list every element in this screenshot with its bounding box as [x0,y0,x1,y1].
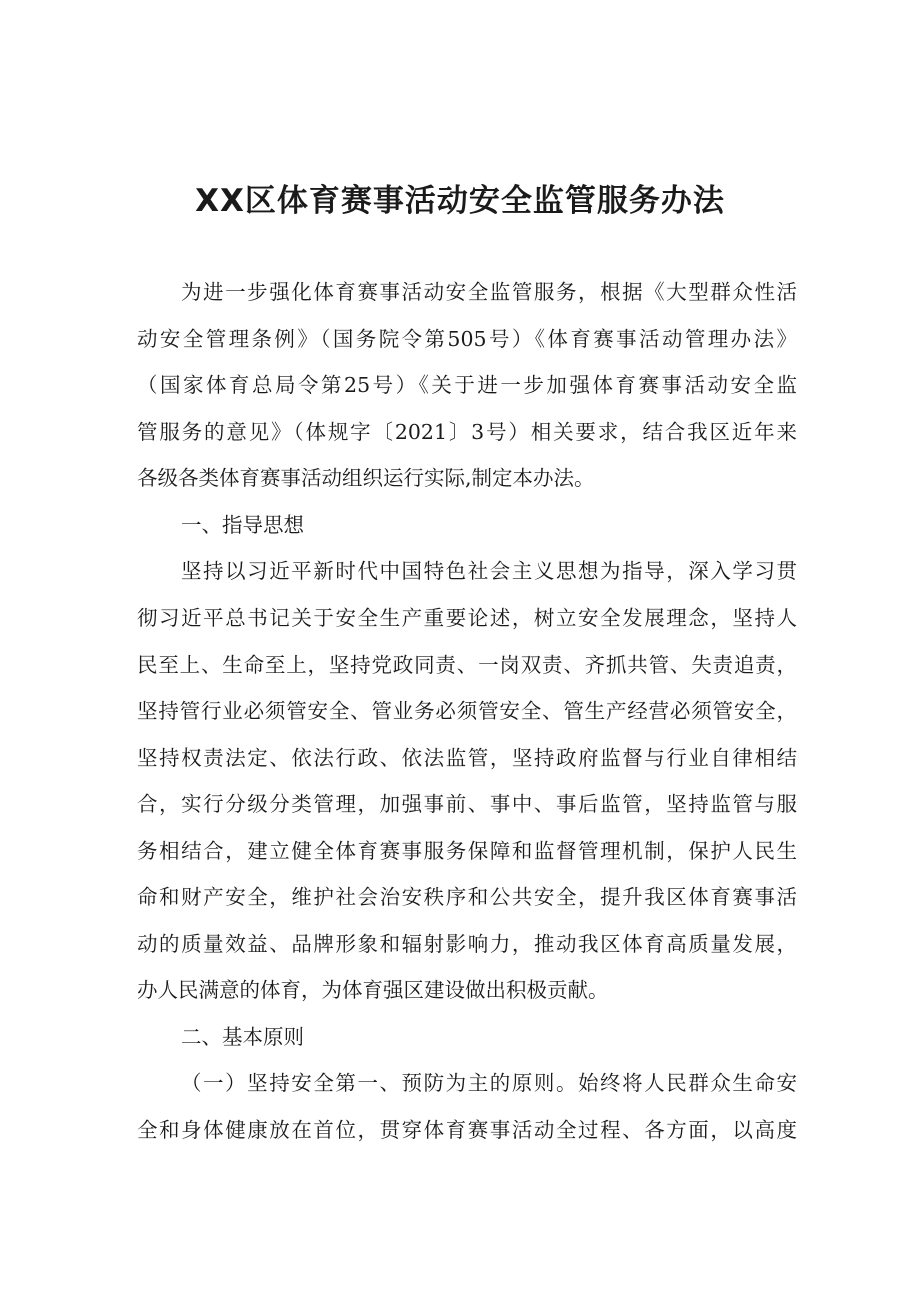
body-line: 彻习近平总书记关于安全生产重要论述，树立安全发展理念，坚持人 [137,606,797,630]
document-title: XX区体育赛事活动安全监管服务办法 [195,183,725,219]
body-line: 坚持以习近平新时代中国特色社会主义思想为指导，深入学习贯 [181,559,797,583]
body-line: 民至上、生命至上，坚持党政同责、一岗双责、齐抓共管、失责追责， [137,653,797,677]
section-heading: 二、基本原则 [181,1025,304,1049]
intro-line: 管服务的意见》（体规字〔2021〕3号）相关要求，结合我区近年来 [137,420,797,444]
body-line: （一）坚持安全第一、预防为主的原则。始终将人民群众生命安 [181,1071,797,1095]
body-line: 动的质量效益、品牌形象和辐射影响力，推动我区体育高质量发展， [137,932,797,956]
intro-line: 动安全管理条例》（国务院令第505号）《体育赛事活动管理办法》 [137,327,797,351]
body-line: 务相结合，建立健全体育赛事服务保障和监督管理机制，保护人民生 [137,839,797,863]
body-line: 坚持权责法定、依法行政、依法监管，坚持政府监督与行业自律相结 [137,746,797,770]
intro-line: 各级各类体育赛事活动组织运行实际,制定本办法。 [137,466,595,490]
intro-line: （国家体育总局令第25号）《关于进一步加强体育赛事活动安全监 [137,373,797,397]
intro-line: 为进一步强化体育赛事活动安全监管服务，根据《大型群众性活 [181,280,797,304]
body-line: 命和财产安全，维护社会治安秩序和公共安全，提升我区体育赛事活 [137,885,797,909]
body-line: 坚持管行业必须管安全、管业务必须管安全、管生产经营必须管安全， [137,699,797,723]
body-line: 全和身体健康放在首位，贯穿体育赛事活动全过程、各方面，以高度 [137,1118,797,1142]
section-heading: 一、指导思想 [181,513,304,537]
body-line: 合，实行分级分类管理，加强事前、事中、事后监管，坚持监管与服 [137,792,797,816]
body-line: 办人民满意的体育，为体育强区建设做出积极贡献。 [137,978,609,1002]
